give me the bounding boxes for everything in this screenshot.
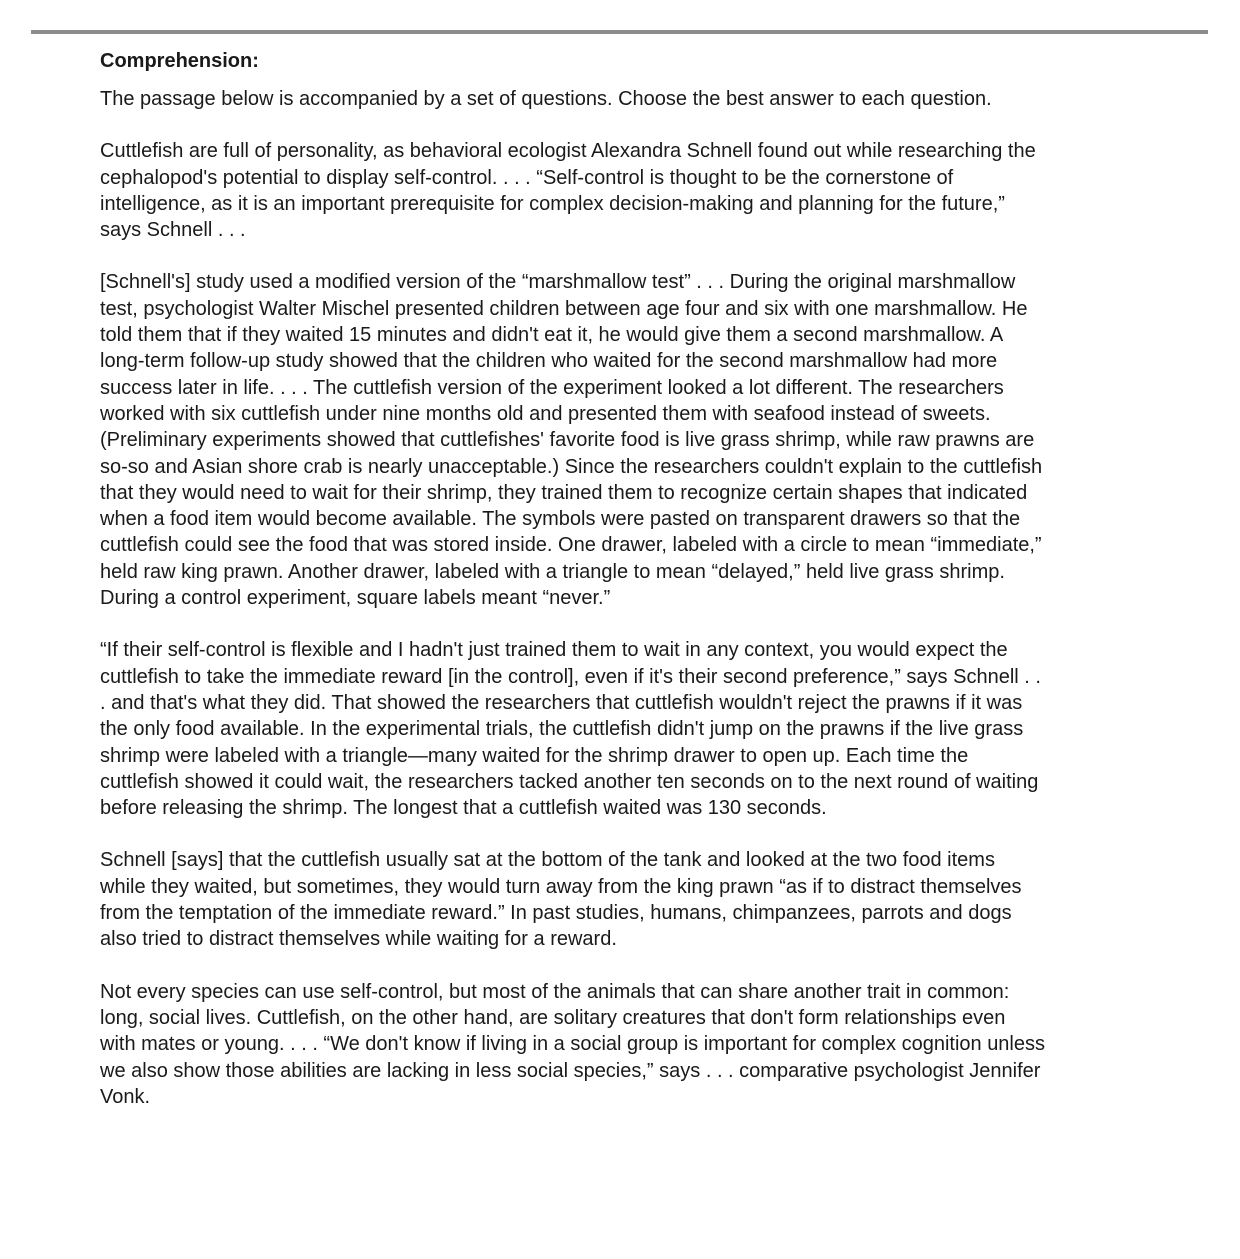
top-divider — [31, 30, 1208, 34]
passage-paragraph-4: Schnell [says] that the cuttlefish usually sat at the bottom of the tank and looked at the two food items while they waited, but sometimes, they would turn away from the king prawn “as if to distract themselves from the temptation of the immediate reward.” In past studies, humans, chimpanzees, parrots and dogs also tried to distract themselves while waiting for a reward. — [100, 849, 1022, 951]
passage-paragraph-5: Not every species can use self-control, but most of the animals that can share another trait in common: long, social lives. Cuttlefish, on the other hand, are solitary creatures that don't form relationships even with mates or young. . . . “We don't know if living in a social group is important for complex cognition unless we also show those abilities are lacking in less social species,” says . . . comparative psychologist Jennifer Vonk. — [100, 980, 1045, 1108]
passage-container — [100, 48, 1045, 1136]
section-heading: Comprehension: — [100, 50, 259, 72]
instructions-text: The passage below is accompanied by a set of questions. Choose the best answer to each question. — [100, 88, 992, 110]
passage-paragraph-1: Cuttlefish are full of personality, as behavioral ecologist Alexandra Schnell found out while researching the cephalopod's potential to display self-control. . . . “Self-control is thought to be the cornerstone of intelligence, as it is an important prerequisite for complex decision-making and planning for the future,” says Schnell . . . — [100, 140, 1036, 242]
passage-paragraph-2: [Schnell's] study used a modified version of the “marshmallow test” . . . During the original marshmallow test, psychologist Walter Mischel presented children between age four and six with one marshmallow. He told them that if they waited 15 minutes and didn't eat it, he would give them a second marshmallow. A long-term follow-up study showed that the children who waited for the second marshmallow had more success later in life. . . . The cuttlefish version of the experiment looked a lot different. The researchers worked with six cuttlefish under nine months old and presented them with seafood instead of sweets. (Preliminary experiments showed that cuttlefishes' favorite food is live grass shrimp, while raw prawns are so-so and Asian shore crab is nearly unacceptable.) Since the researchers couldn't explain to the cuttlefish that they would need to wait for their shrimp, they trained them to recognize certain shapes that indicated when a food item would become available. The symbols were pasted on transparent drawers so that the cuttlefish could see the food that was stored inside. One drawer, labeled with a circle to mean “immediate,” held raw king prawn. Another drawer, labeled with a triangle to mean “delayed,” held live grass shrimp. During a control experiment, square labels meant “never.” — [100, 271, 1043, 610]
passage-paragraph-3: “If their self-control is flexible and I hadn't just trained them to wait in any context, you would expect the cuttlefish to take the immediate reward [in the control], even if it's their second preference,” says Schnell . . . and that's what they did. That showed the researchers that cuttlefish wouldn't reject the prawns if it was the only food available. In the experimental trials, the cuttlefish didn't jump on the prawns if the live grass shrimp were labeled with a triangle—many waited for the shrimp drawer to open up. Each time the cuttlefish showed it could wait, the researchers tacked another ten seconds on to the next round of waiting before releasing the shrimp. The longest that a cuttlefish waited was 130 seconds. — [100, 639, 1041, 820]
